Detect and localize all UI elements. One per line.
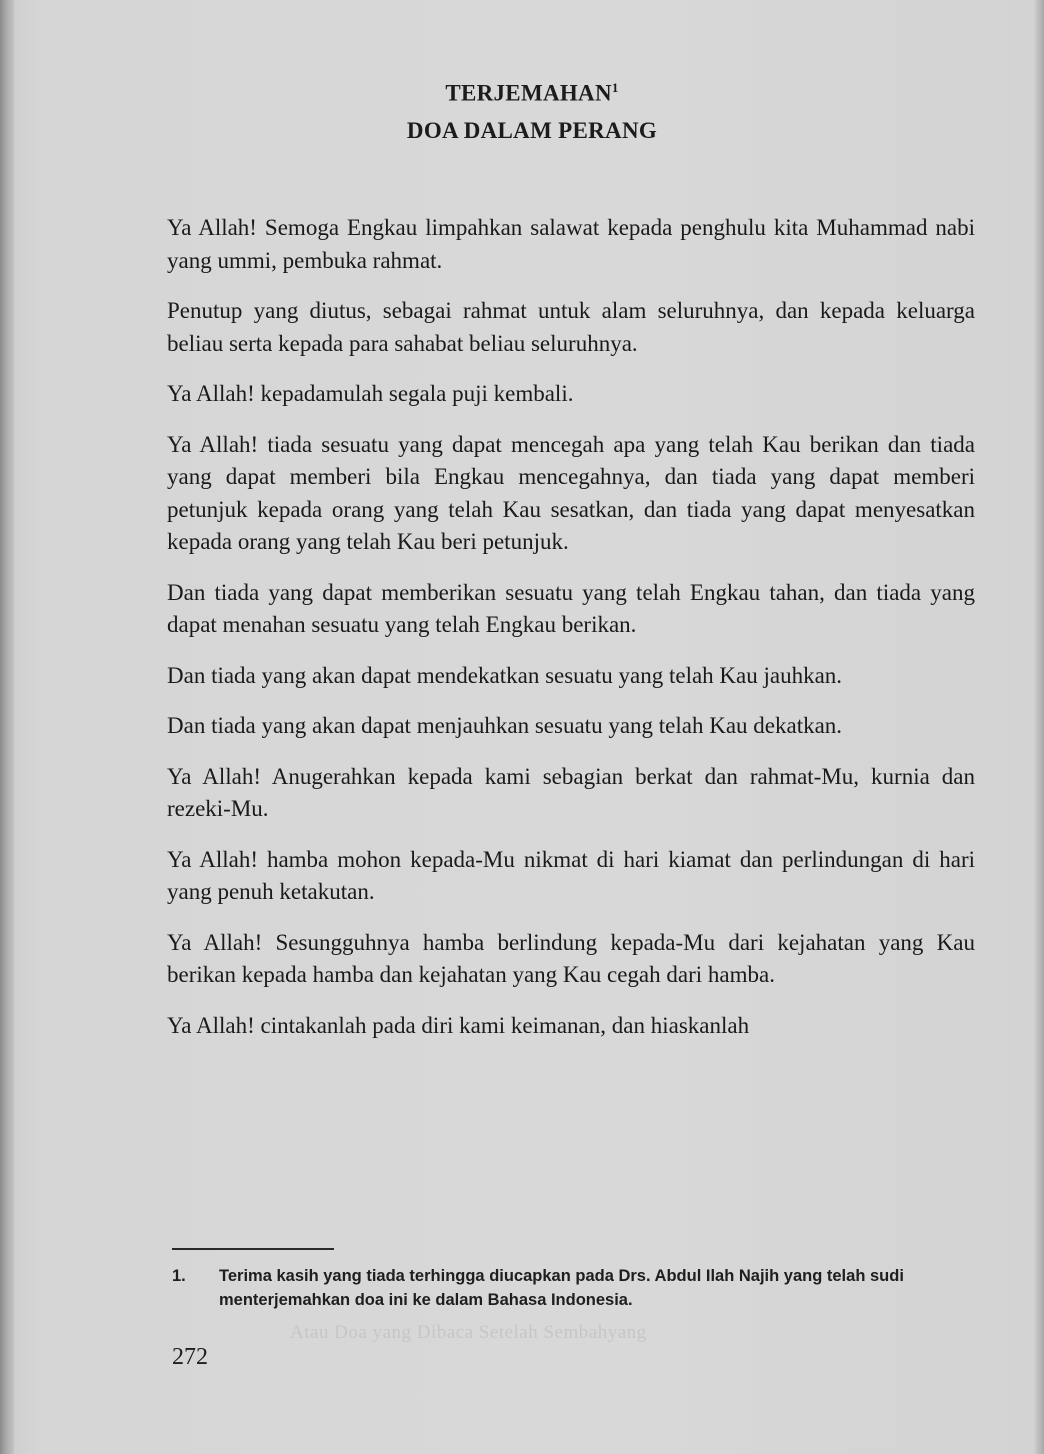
paragraph: Ya Allah! cintakanlah pada diri kami keimanan, dan hiaskanlah bbox=[167, 1012, 750, 1038]
page-right-edge bbox=[1034, 0, 1044, 1454]
page-title-text: TERJEMAHAN bbox=[445, 80, 612, 106]
footnote-number: 1. bbox=[172, 1267, 186, 1285]
footnote-text: Terima kasih yang tiada terhingga diucapkan pada Drs. Abdul Ilah Najih yang telah sudi menterjemahkan doa ini ke dalam Bahasa Indonesia. bbox=[219, 1267, 904, 1309]
footnote bbox=[172, 1264, 982, 1312]
paragraph: Dan tiada yang akan dapat mendekatkan sesuatu yang telah Kau jauhkan. bbox=[167, 662, 843, 688]
prayer-text bbox=[167, 212, 975, 1042]
page-number: 272 bbox=[172, 1344, 208, 1370]
page-binding-edge bbox=[0, 0, 14, 1454]
paragraph: Penutup yang diutus, sebagai rahmat untuk alam seluruhnya, dan kepada keluarga beliau serta kepada para sahabat beliau seluruhnya. bbox=[167, 298, 975, 356]
paragraph: Dan tiada yang akan dapat menjauhkan sesuatu yang telah Kau dekatkan. bbox=[167, 713, 843, 738]
paragraph: Ya Allah! Anugerahkan kepada kami sebagian berkat dan rahmat-Mu, kurnia dan rezeki-Mu. bbox=[167, 763, 975, 821]
page-subtitle: DOA DALAM PERANG bbox=[406, 118, 658, 143]
title-footnote-marker: 1 bbox=[611, 80, 619, 95]
paragraph: Ya Allah! Sesungguhnya hamba berlindung kepada-Mu dari kejahatan yang Kau berikan kepada hamba dan kejahatan yang Kau cegah dari hamba. bbox=[167, 929, 975, 987]
page-title bbox=[10, 80, 1044, 107]
paragraph: Ya Allah! kepadamulah segala puji kembali. bbox=[167, 381, 574, 406]
footnote-divider bbox=[172, 1248, 334, 1250]
bleed-through-text: Atau Doa yang Dibaca Setelah Sembahyang bbox=[290, 1322, 647, 1343]
paragraph: Ya Allah! Semoga Engkau limpahkan salawat kepada penghulu kita Muhammad nabi yang ummi, pembuka rahmat. bbox=[167, 215, 975, 273]
paragraph: Dan tiada yang dapat memberikan sesuatu yang telah Engkau tahan, dan tiada yang dapat menahan sesuatu yang telah Engkau berikan. bbox=[167, 579, 975, 637]
paragraph: Ya Allah! hamba mohon kepada-Mu nikmat di hari kiamat dan perlindungan di hari yang penuh ketakutan. bbox=[167, 846, 975, 904]
paragraph: Ya Allah! tiada sesuatu yang dapat mencegah apa yang telah Kau berikan dan tiada yang dapat memberi bila Engkau mencegahnya, dan tiada yang dapat memberi petunjuk kepada orang yang telah Kau sesatkan, dan tiada yang dapat menyesatkan kepada orang yang telah Kau beri petunjuk. bbox=[167, 431, 975, 554]
